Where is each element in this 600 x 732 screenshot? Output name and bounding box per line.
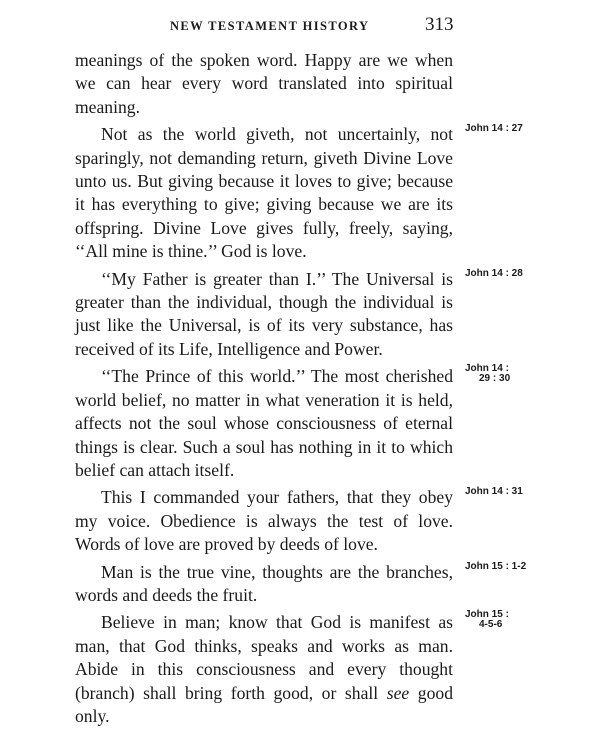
- paragraph-text: Man is the true vine, thoughts are the branches, words and deeds the fruit.: [75, 561, 453, 605]
- running-head: NEW TESTAMENT HISTORY: [170, 19, 370, 33]
- emphasis-word: see: [386, 682, 410, 703]
- page-header: [0, 14, 600, 38]
- margin-note: [465, 610, 537, 630]
- paragraph-6: [75, 560, 527, 608]
- paragraph-text: Not as the world giveth, not uncertainly, not sparingly, not demanding return, giveth Divine Love unto us. But giving because it loves to give; because it has everything to give; giving because we are its offspring. Divine Love gives fully, freely, saying, ‘‘All mine is thine.’’ God is love.: [75, 124, 453, 262]
- margin-note-ref: John 14 : 28: [465, 267, 523, 279]
- paragraph-text: ‘‘My Father is greater than I.’’ The Universal is greater than the individual, though the individual is just like the Universal, is of its very substance, has received of its Life, Intelligence and Power.: [75, 268, 453, 359]
- margin-note: [465, 487, 537, 497]
- page-number: 313: [425, 14, 454, 35]
- margin-note-ref: John 15 : 1-2: [465, 560, 527, 572]
- paragraph-1: [75, 49, 453, 119]
- margin-note-ref: John 14 :: [465, 363, 509, 375]
- margin-note: [465, 269, 537, 279]
- paragraph-5: [75, 486, 523, 556]
- margin-note-ref: John 14 : 27: [465, 123, 523, 135]
- page-body: [75, 49, 527, 732]
- paragraph-text: ‘‘The Prince of this world.’’ The most cherished world belief, no matter in what veneration it is held, affects not the soul whose consciousness of eternal things is clear. Such a soul has nothing in it to which belief can attach itself.: [75, 366, 453, 480]
- paragraph-text: meanings of the spoken word. Happy are we when we can hear every word translated into spiritual meaning.: [75, 50, 453, 117]
- paragraph-3: [75, 267, 523, 362]
- margin-note-verses: 29 : 30: [479, 373, 511, 385]
- paragraph-7: [75, 609, 509, 728]
- margin-note-verses: 4-5-6: [479, 619, 503, 631]
- paragraph-text: This I commanded your fathers, that they obey my voice. Obedience is always the test of love. Words of love are proved by deeds of love.: [75, 487, 453, 555]
- margin-note: [465, 124, 537, 134]
- paragraph-text: Believe in man; know that God is manifest as man, that God thinks, speaks and works as man. Abide in this consciousness and every thought (branch) shall bring forth good, or shall: [75, 612, 453, 703]
- paragraph-text: good only.: [75, 682, 453, 726]
- margin-note: [465, 364, 537, 384]
- paragraph-2: [75, 123, 523, 263]
- margin-note: [465, 562, 537, 572]
- margin-note-ref: John 14 : 31: [465, 486, 523, 498]
- margin-note-ref: John 15 :: [465, 609, 509, 621]
- paragraph-4: [75, 363, 511, 482]
